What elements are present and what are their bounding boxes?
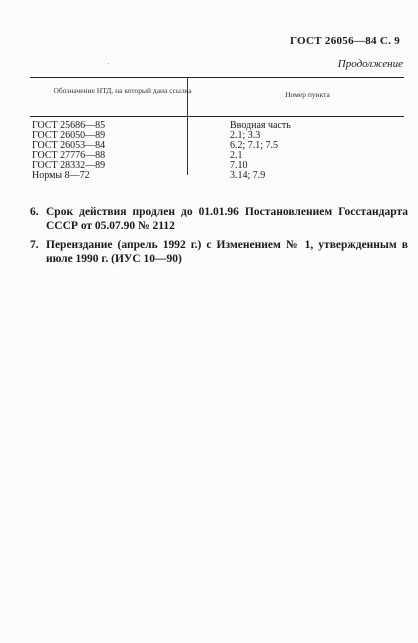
- note-term-extension: [30, 205, 408, 235]
- table-body: [30, 121, 404, 181]
- cell-document: ГОСТ 26053—84: [32, 140, 106, 151]
- column-header-document: Обозначение НТД, на который дана ссылка: [53, 86, 192, 95]
- cell-section: 7.10: [230, 160, 248, 171]
- reference-table: [30, 77, 404, 181]
- column-header-section: Номер пункта: [285, 90, 330, 99]
- page-header: ГОСТ 26056—84 С. 9: [289, 35, 400, 47]
- cell-document: ГОСТ 25686—85: [32, 120, 106, 131]
- cell-document: ГОСТ 27776—88: [32, 150, 106, 161]
- cell-section: 6.2; 7.1; 7.5: [230, 140, 279, 151]
- note-number: 7.: [30, 239, 39, 251]
- tick-mark: ′: [108, 63, 110, 69]
- continuation-label: Продолжение: [337, 58, 403, 70]
- table-header: [30, 78, 404, 116]
- table-header-rule: [30, 116, 404, 117]
- table-row: [30, 171, 404, 181]
- cell-section: 3.14; 7.9: [230, 170, 266, 181]
- cell-section: 2.1; 3.3: [230, 130, 261, 141]
- column-divider: [187, 77, 188, 175]
- cell-document: ГОСТ 28332—89: [32, 160, 106, 171]
- note-number: 6.: [30, 206, 39, 218]
- cell-section: Вводная часть: [230, 120, 291, 131]
- cell-document: ГОСТ 26050—89: [32, 130, 106, 141]
- cell-document: Нормы 8—72: [32, 170, 90, 181]
- note-text: Переиздание (апрель 1992 г.) с Изменением № 1, утвержденным в июле 1990 г. (ИУС 10—90): [46, 239, 408, 265]
- note-text: Срок действия продлен до 01.01.96 Постановлением Госстандарта СССР от 05.07.90 № 2112: [46, 206, 408, 232]
- cell-section: 2.1: [230, 150, 243, 161]
- note-reissue: [30, 238, 408, 268]
